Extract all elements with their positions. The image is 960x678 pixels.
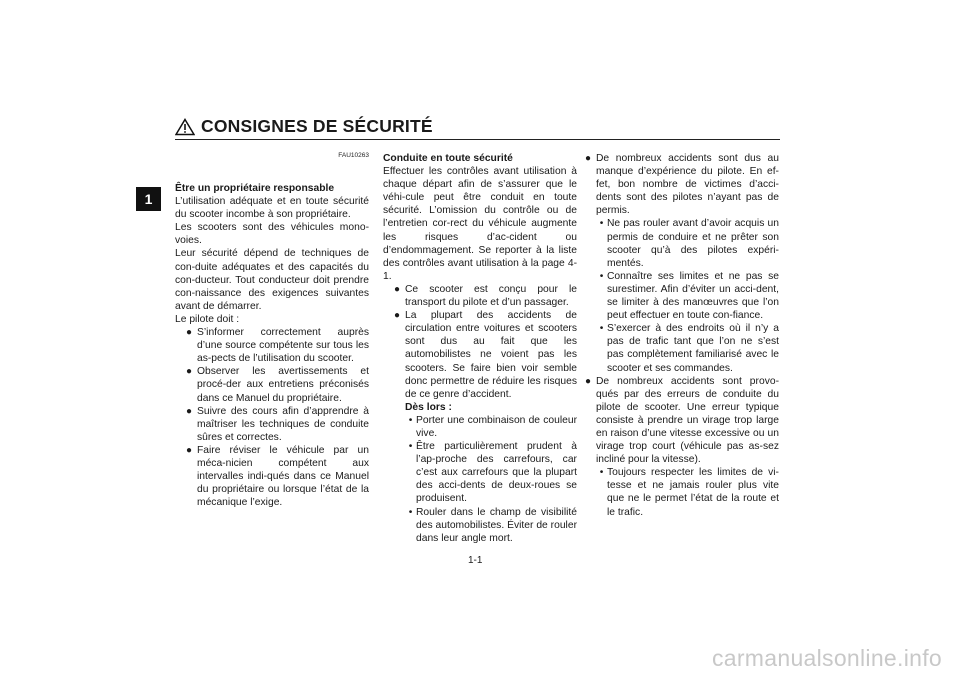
sub-marker: • [599, 323, 604, 335]
des-lors-label: Dès lors : [405, 401, 452, 413]
bullet-marker: ● [186, 444, 193, 456]
page-number: 1-1 [468, 555, 483, 566]
paragraph: L’utilisation adéquate et en toute sécurité du scooter incombe à son propriétaire. [175, 196, 369, 221]
sub-item: • Porter une combinaison de couleur vive. [394, 414, 577, 440]
sub-marker: • [599, 467, 604, 479]
bullet-marker: ● [186, 366, 193, 378]
sub-marker: • [408, 441, 413, 453]
warning-triangle-icon [175, 118, 195, 136]
paragraph: Le pilote doit : [175, 313, 240, 325]
bullet-marker: ● [186, 327, 193, 339]
sub-item: • Ne pas rouler avant d’avoir acquis un permis de conduire et ne prêter son scooter qu’à des pilotes expéri-mentés. [585, 217, 779, 269]
bullet-item: ● Faire réviser le véhicule par un méca-nicien compétent aux intervalles indi-qués dans ce Manuel du propriétaire ou lorsque l’état de la mécanique l’exige. [186, 444, 369, 509]
sub-item: • Rouler dans le champ de visibilité des automobilistes. Éviter de rouler dans leur angle mort. [394, 506, 577, 545]
bullet-item: ● Suivre des cours afin d’apprendre à maîtriser les techniques de conduite sûres et correctes. [186, 405, 369, 443]
sub-item: • Connaître ses limites et ne pas se surestimer. Afin d’éviter un acci-dent, se limiter à des manœuvres que l’on peut effectuer en toute con-fiance. [585, 270, 779, 322]
watermark: carmanualsonline.info [711, 645, 942, 671]
bullet-marker: ● [394, 283, 401, 295]
bullet-item: ● S’informer correctement auprès d’une source compétente sur tous les as-pects de l’utilisation du scooter. [186, 327, 369, 365]
bullet-marker: ● [186, 405, 193, 417]
chapter-tab: 1 [136, 187, 161, 211]
column-3 [585, 152, 779, 519]
section-heading-safe-riding: Conduite en toute sécurité [383, 153, 513, 164]
reference-code: FAU10263 [338, 152, 369, 159]
title-divider [175, 139, 780, 140]
sub-marker: • [599, 218, 604, 230]
bullet-marker: ● [585, 153, 592, 164]
sub-marker: • [408, 414, 413, 426]
paragraph: Leur sécurité dépend de techniques de con-duite adéquates et des capacités du con-ducteur. Tout conducteur doit prendre con-naissance des exigences suivantes avant de démarrer. [175, 248, 369, 312]
bullet-marker: ● [394, 310, 401, 322]
page-title: CONSIGNES DE SÉCURITÉ [201, 116, 433, 136]
bullet-item: ● De nombreux accidents sont dus au manque d’expérience du pilote. En ef-fet, bon nombre de victimes d’acci-dents sont des pilotes n’ayant pas de permis. [585, 153, 779, 217]
title-row [175, 116, 780, 137]
bullet-marker: ● [585, 375, 592, 387]
sub-item: • Toujours respecter les limites de vi-tesse et ne jamais rouler plus vite que ne le permet l’état de la route et le trafic. [585, 466, 779, 518]
sub-item: • S’exercer à des endroits où il n’y a pas de trafic tant que l’on ne s’est pas complètement familiarisé avec le scooter et ses commandes. [585, 322, 779, 374]
bullet-item: ● Observer les avertissements et procé-der aux entretiens préconisés dans ce Manuel du propriétaire. [186, 366, 369, 404]
sub-item: • Être particulièrement prudent à l’ap-proche des carrefours, car c’est aux carrefours que la plupart des acci-dents de deux-roues se produisent. [394, 440, 577, 505]
bullet-item: ● La plupart des accidents de circulation entre voitures et scooters sont dus au fait que les automobilistes ne voient pas les scooters. Se faire bien voir semble donc permettre de réduire les risques de ce genre d’accident. [394, 310, 577, 400]
column-1 [175, 152, 369, 509]
sub-marker: • [408, 506, 413, 518]
bullet-item: ● Ce scooter est conçu pour le transport du pilote et d’un passager. [394, 283, 577, 309]
sub-marker: • [599, 270, 604, 282]
section-heading-owner: Être un propriétaire responsable [175, 183, 335, 194]
paragraph: Les scooters sont des véhicules mono-voies. [175, 222, 369, 247]
column-2 [383, 152, 577, 545]
bullet-item: ● De nombreux accidents sont provo-qués par des erreurs de conduite du pilote de scooter. Une erreur typique consiste à prendre un virage trop large en raison d’une vitesse excessive ou un virage trop court (véhicule pas as-sez incliné pour la vitesse). [585, 375, 779, 466]
paragraph: Effectuer les contrôles avant utilisation à chaque départ afin de s’assurer que le véhi-cule peut être conduit en toute sécurité. L’omission du contrôle ou de l’entretien cor-rect du véhicule augmente les risques d’ac-cident ou d’endommagement. Se reporter à la liste des contrôles avant utilisation à la page 4-1. [383, 166, 577, 282]
